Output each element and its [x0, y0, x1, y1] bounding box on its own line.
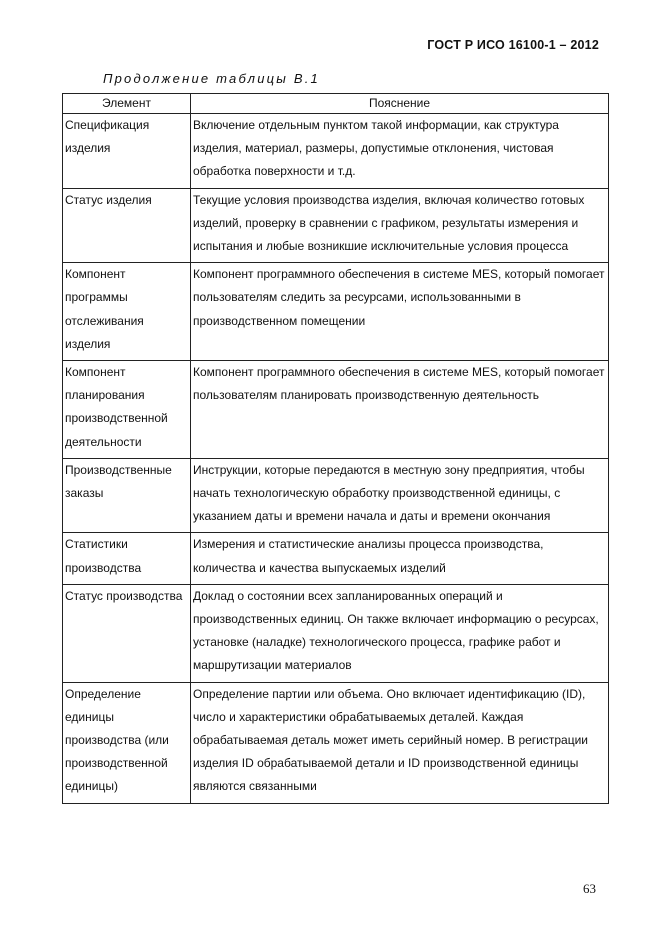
element-cell: Статус производства [63, 584, 191, 682]
column-header-element: Элемент [63, 94, 191, 114]
explanation-cell: Доклад о состоянии всех запланированных операций и производственных единиц. Он также включает информацию о ресурсах, установке (наладке) технологического процесса, графике работ и маршрутизации материалов [191, 584, 609, 682]
explanation-cell: Текущие условия производства изделия, включая количество готовых изделий, проверку в сравнении с графиком, результаты измерения и испытания и любые возникшие исключительные условия процесса [191, 188, 609, 263]
table-row [63, 361, 609, 459]
element-cell: Статус изделия [63, 188, 191, 263]
table-row [63, 263, 609, 361]
element-cell: Спецификация изделия [63, 114, 191, 189]
column-header-explanation: Пояснение [191, 94, 609, 114]
table-row [63, 114, 609, 189]
table-row [63, 584, 609, 682]
element-cell: Компонент планирования производственной деятельности [63, 361, 191, 459]
explanation-cell: Компонент программного обеспечения в системе MES, который помогает пользователям планировать производственную деятельность [191, 361, 609, 459]
element-cell: Компонент программы отслеживания изделия [63, 263, 191, 361]
table-header-row [63, 94, 609, 114]
table-row [63, 458, 609, 533]
document-header: ГОСТ Р ИСО 16100-1 – 2012 [427, 38, 599, 52]
explanation-cell: Включение отдельным пунктом такой информации, как структура изделия, материал, размеры, допустимые отклонения, чистовая обработка поверхности и т.д. [191, 114, 609, 189]
definitions-table [62, 93, 609, 804]
explanation-cell: Инструкции, которые передаются в местную зону предприятия, чтобы начать технологическую обработку производственной единицы, с указанием даты и времени начала и даты и времени окончания [191, 458, 609, 533]
explanation-cell: Компонент программного обеспечения в системе MES, который помогает пользователям следить за ресурсами, использованными в производственном помещении [191, 263, 609, 361]
element-cell: Статистики производства [63, 533, 191, 584]
explanation-cell: Измерения и статистические анализы процесса производства, количества и качества выпускаемых изделий [191, 533, 609, 584]
table-row [63, 188, 609, 263]
element-cell: Определение единицы производства (или производственной единицы) [63, 682, 191, 803]
element-cell: Производственные заказы [63, 458, 191, 533]
table-row [63, 533, 609, 584]
table-caption: Продолжение таблицы В.1 [103, 71, 320, 86]
page-number: 63 [583, 881, 596, 896]
explanation-cell: Определение партии или объема. Оно включает идентификацию (ID), число и характеристики обрабатываемых деталей. Каждая обрабатываемая деталь может иметь серийный номер. В регистрации изделия ID обрабатываемой детали и ID производственной единицы являются связанными [191, 682, 609, 803]
table-row [63, 682, 609, 803]
